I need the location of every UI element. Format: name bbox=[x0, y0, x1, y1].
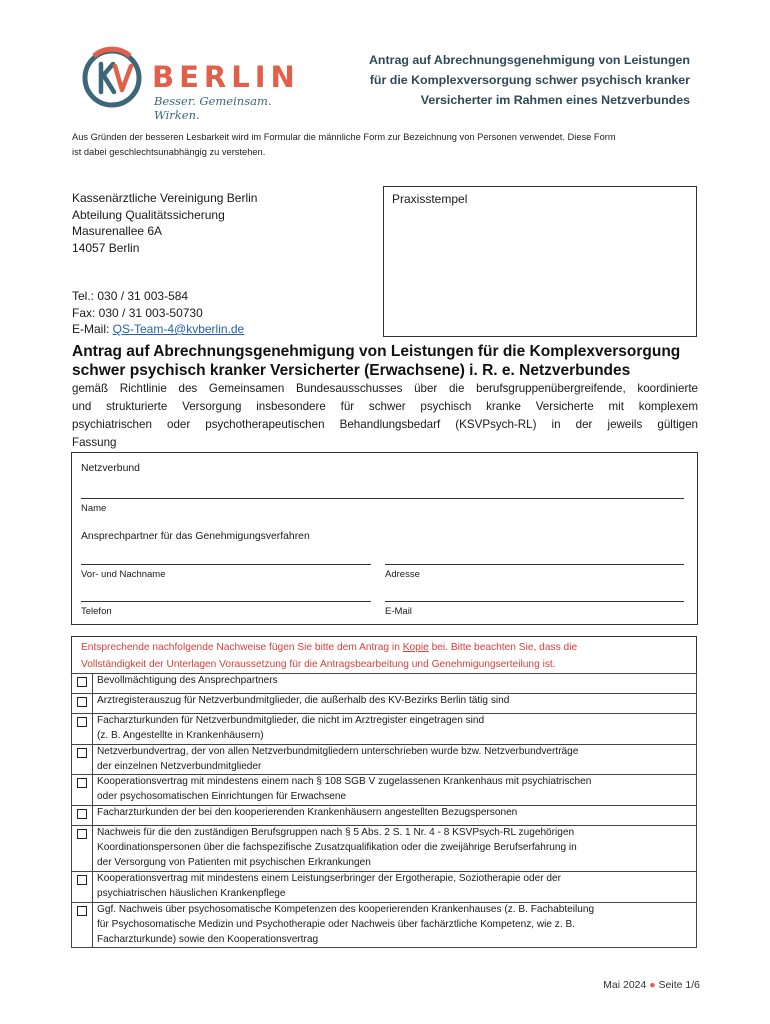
checklist-item-text bbox=[93, 693, 697, 713]
header-title bbox=[330, 50, 690, 110]
checklist-row bbox=[72, 693, 697, 713]
copy-link: Kopie bbox=[402, 642, 429, 653]
footer-date: Mai 2024 bbox=[603, 979, 647, 991]
checkbox-cell bbox=[72, 693, 93, 713]
address-field[interactable] bbox=[385, 564, 684, 565]
email-line bbox=[72, 321, 372, 338]
network-form-box bbox=[71, 452, 698, 625]
instructions-line-1: Entsprechende nachfolgende Nachweise fügen Sie bitte dem Antrag in Kopie bei. Bitte beachten Sie, dass die bbox=[81, 642, 578, 653]
gender-notice bbox=[72, 130, 702, 160]
checkbox-cell bbox=[72, 902, 93, 948]
checklist-item-line: Ggf. Nachweis über psychosomatische Kompetenzen des kooperierenden Krankenhauses (z. B. Fachabteilung bbox=[97, 903, 595, 915]
address-label: Adresse bbox=[385, 569, 420, 580]
document-checklist bbox=[71, 673, 697, 948]
checkbox-cell bbox=[72, 806, 93, 826]
notice-line-1: Aus Gründen der besseren Lesbarkeit wird im Formular die männliche Form zur Bezeichnung von Personen verwendet. Diese Form bbox=[72, 132, 616, 142]
checklist-item-line: der Versorgung von Patienten mit psychischen Erkrankungen bbox=[97, 856, 371, 868]
checklist-item-line: Koordinationspersonen über die fachspezifische Zusatzqualifikation oder die zweijährige Berufserfahrung in bbox=[97, 842, 577, 854]
subtitle bbox=[72, 380, 698, 452]
email-link[interactable]: QS-Team-4@kvberlin.de bbox=[112, 322, 245, 336]
checkbox-cell bbox=[72, 713, 93, 744]
checkbox[interactable] bbox=[77, 809, 87, 819]
checklist-item-line: psychiatrischen häuslichen Krankenpflege bbox=[97, 887, 286, 899]
checkbox-cell bbox=[72, 826, 93, 872]
checklist-item-line: Bevollmächtigung des Ansprechpartners bbox=[97, 675, 278, 686]
checkbox[interactable] bbox=[77, 906, 87, 916]
checklist-item-text bbox=[93, 902, 697, 948]
instructions-text bbox=[81, 639, 691, 673]
checkbox-cell bbox=[72, 744, 93, 775]
checklist-item-line: Facharzturkunde) sowie den Kooperationsvertrag bbox=[97, 933, 319, 945]
checkbox[interactable] bbox=[77, 697, 87, 707]
checkbox-cell bbox=[72, 871, 93, 902]
checklist-item-line: der einzelnen Netzverbundmitglieder bbox=[97, 760, 262, 772]
address-line-2: Abteilung Qualitätssicherung bbox=[72, 207, 225, 222]
checklist-item-text bbox=[93, 806, 697, 826]
name-label: Name bbox=[81, 503, 107, 514]
instructions-line-2: Vollständigkeit der Unterlagen Voraussetzung für die Antragsbearbeitung und Genehmigungserteilung ist. bbox=[81, 659, 556, 670]
stamp-label: Praxisstempel bbox=[392, 192, 468, 206]
checklist-item-text bbox=[93, 871, 697, 902]
checkbox[interactable] bbox=[77, 829, 87, 839]
phone-label: Telefon bbox=[81, 606, 112, 617]
header-title-line-2: für die Komplexversorgung schwer psychisch kranker bbox=[369, 73, 690, 87]
checklist-item-line: (z. B. Angestellte in Krankenhäusern) bbox=[97, 729, 264, 741]
checklist-item-text bbox=[93, 775, 697, 806]
recipient-address bbox=[72, 190, 372, 256]
checkbox[interactable] bbox=[77, 748, 87, 758]
address-line-1: Kassenärztliche Vereinigung Berlin bbox=[72, 191, 258, 205]
email-field-label: E-Mail bbox=[385, 606, 412, 617]
checkbox-cell bbox=[72, 775, 93, 806]
kv-logo-mark-icon bbox=[80, 46, 146, 110]
footer-page: Seite 1/6 bbox=[658, 979, 700, 991]
checklist-row bbox=[72, 871, 697, 902]
subtitle-line-4: Fassung bbox=[72, 436, 117, 449]
netzverbund-name-field[interactable] bbox=[81, 498, 684, 499]
address-line-4: 14057 Berlin bbox=[72, 240, 140, 255]
checklist-item-text bbox=[93, 674, 697, 694]
checklist-item-line: für Psychosomatische Medizin und Psychotherapie oder Nachweis über fachärztliche Kompetenz, wie z. B. bbox=[97, 918, 576, 930]
header-title-line-1: Antrag auf Abrechnungsgenehmigung von Leistungen bbox=[368, 53, 690, 67]
checklist-item-line: Arztregisterauszug für Netzverbundmitglieder, die außerhalb des KV-Bezirks Berlin tätig sind bbox=[97, 694, 510, 706]
checklist-row bbox=[72, 674, 697, 694]
checklist-row bbox=[72, 713, 697, 744]
contact-info bbox=[72, 288, 372, 338]
checklist-row bbox=[72, 826, 697, 872]
checkbox[interactable] bbox=[77, 778, 87, 788]
checklist-item-line: Netzverbundvertrag, der von allen Netzverbundmitgliedern unterschrieben wurde bzw. Netzverbundverträge bbox=[97, 745, 579, 757]
checklist-row bbox=[72, 902, 697, 948]
checklist-item-line: Facharzturkunden der bei den kooperierenden Krankenhäusern angestellten Bezugspersonen bbox=[97, 807, 518, 819]
email-label: E-Mail: bbox=[72, 322, 113, 336]
checklist-item-text bbox=[93, 713, 697, 744]
notice-line-2: ist dabei geschlechtsunabhängig zu verstehen. bbox=[72, 147, 266, 157]
checklist-item-line: oder psychosomatischen Einrichtungen für Erwachsene bbox=[97, 791, 347, 803]
logo-word: BERLIN bbox=[152, 60, 300, 94]
main-title-line-2: schwer psychisch kranker Versicherter (Erwachsene) i. R. e. Netzverbundes bbox=[72, 362, 631, 379]
footer-dot-icon: ● bbox=[649, 979, 656, 991]
email-field[interactable] bbox=[385, 601, 684, 602]
header-title-line-3: Versicherter im Rahmen eines Netzverbundes bbox=[420, 93, 690, 107]
fullname-field[interactable] bbox=[81, 564, 371, 565]
checklist-item-text bbox=[93, 826, 697, 872]
netzverbund-label: Netzverbund bbox=[81, 463, 140, 474]
fullname-label: Vor- und Nachname bbox=[81, 569, 166, 580]
subtitle-line-2: und strukturierte Versorgung insbesondere für schwer psychisch kranke Versicherte mit komplexem bbox=[72, 400, 698, 413]
address-line-3: Masurenallee 6A bbox=[72, 224, 163, 238]
subtitle-line-3: psychiatrischen oder psychotherapeutischen Behandlungsbedarf (KSVPsych-RL) in der jeweils gültigen bbox=[72, 418, 698, 431]
kv-logo bbox=[80, 46, 320, 122]
contact-person-label: Ansprechpartner für das Genehmigungsverfahren bbox=[81, 531, 310, 542]
checklist-item-line: Kooperationsvertrag mit mindestens einem nach § 108 SGB V zugelassenen Krankenhaus mit psychiatrischen bbox=[97, 776, 592, 788]
tel-line: Tel.: 030 / 31 003-584 bbox=[72, 289, 189, 303]
checklist-row bbox=[72, 806, 697, 826]
checkbox-cell bbox=[72, 674, 93, 694]
logo-slogan: Besser. Gemeinsam. Wirken. bbox=[154, 94, 272, 122]
checklist-row bbox=[72, 744, 697, 775]
checklist-item-line: Kooperationsvertrag mit mindestens einem Leistungserbringer der Ergotherapie, Soziotherapie oder der bbox=[97, 872, 562, 884]
fax-line: Fax: 030 / 31 003-50730 bbox=[72, 305, 203, 320]
phone-field[interactable] bbox=[81, 601, 371, 602]
checklist-row bbox=[72, 775, 697, 806]
main-title bbox=[72, 342, 712, 380]
checklist-item-line: Nachweis für die den zuständigen Berufsgruppen nach § 5 Abs. 2 S. 1 Nr. 4 - 8 KSVPsych-RL zugehörigen bbox=[97, 827, 575, 839]
main-title-line-1: Antrag auf Abrechnungsgenehmigung von Leistungen für die Komplexversorgung bbox=[72, 343, 681, 360]
checklist-item-text bbox=[93, 744, 697, 775]
checkbox[interactable] bbox=[77, 677, 87, 687]
checkbox[interactable] bbox=[77, 717, 87, 727]
checklist-item-line: Facharzturkunden für Netzverbundmitglieder, die nicht im Arztregister eingetragen sind bbox=[97, 714, 485, 726]
practice-stamp-box[interactable] bbox=[383, 186, 697, 337]
subtitle-line-1: gemäß Richtlinie des Gemeinsamen Bundesausschusses über die berufsgruppenübergreifende, koordinierte bbox=[72, 382, 698, 395]
page-footer bbox=[603, 979, 700, 991]
instructions-box bbox=[71, 636, 697, 674]
checkbox[interactable] bbox=[77, 875, 87, 885]
